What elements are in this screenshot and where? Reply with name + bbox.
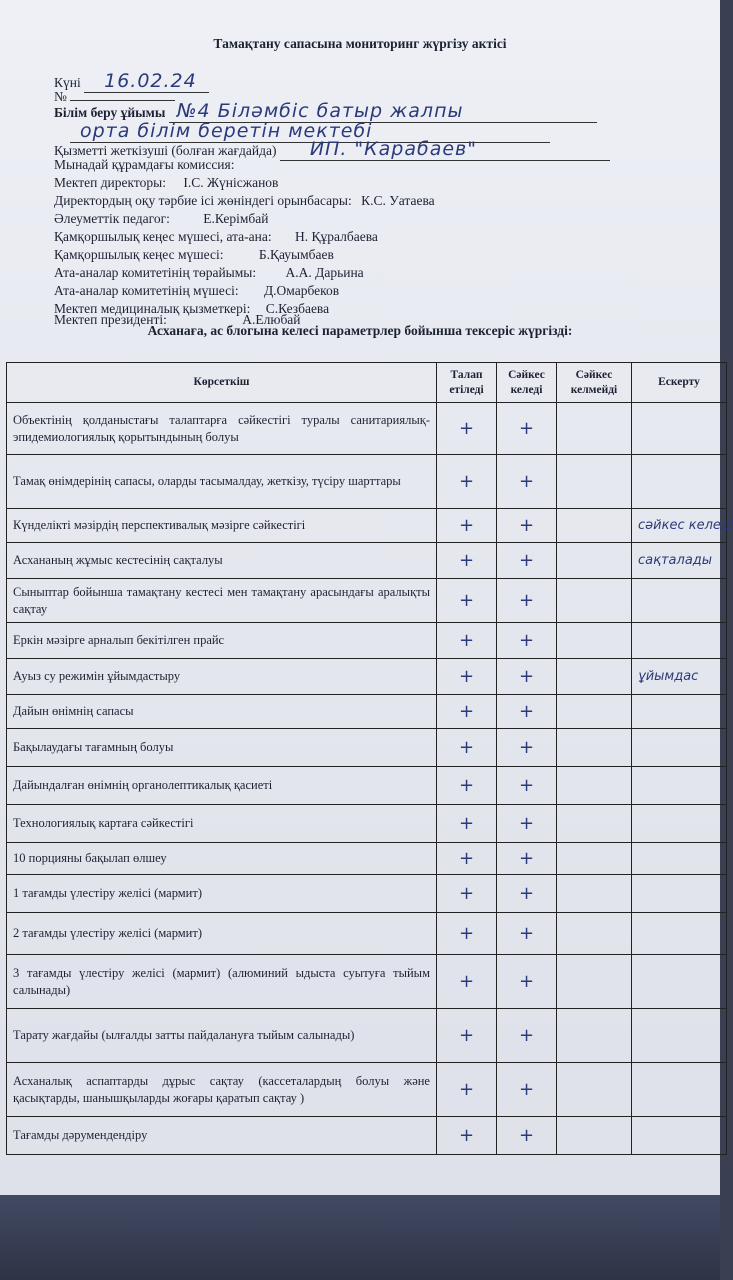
table-row [7,875,727,913]
required-mark: + [437,623,497,659]
noncompliant-mark [557,843,632,875]
compliant-mark: + [497,729,557,767]
table-row [7,955,727,1009]
header-required: Талап етіледі [437,363,497,403]
commission-member [54,193,435,209]
compliant-mark: + [497,955,557,1009]
table-row [7,623,727,659]
commission-member [54,265,364,281]
member-role: Қамқоршылық кеңес мүшесі, ата-ана: [54,229,272,244]
compliant-mark: + [497,623,557,659]
note-cell [632,403,727,455]
member-name: Б.Қауымбаев [258,247,334,262]
indicator-cell: Тарату жағдайы (ылғалды затты пайдалануға тыйым салынады) [7,1009,437,1063]
indicator-cell: Технологиялық картаға сәйкестігі [7,805,437,843]
table-header-row [7,363,727,403]
compliant-mark: + [497,455,557,509]
member-role: Әлеуметтік педагог: [54,211,170,226]
compliant-mark: + [497,875,557,913]
note-cell: сәйкес келеді [632,509,727,543]
indicator-cell: Сыныптар бойынша тамақтану кестесі мен тамақтану арасындағы аралықты сақтау [7,579,437,623]
noncompliant-mark [557,1117,632,1155]
table-row [7,729,727,767]
document-title: Тамақтану сапасына мониторинг жүргізу актісі [213,36,507,51]
compliant-mark: + [497,913,557,955]
indicator-cell: 3 тағамды үлестіру желісі (мармит) (алюминий ыдыста суытуға тыйым салынады) [7,955,437,1009]
commission-member [54,247,334,263]
supplier-label: Қызметті жеткізуші (болған жағдайда) [54,143,277,158]
inspection-table [6,362,733,1155]
noncompliant-mark [557,579,632,623]
member-role: Қамқоршылық кеңес мүшесі: [54,247,224,262]
indicator-cell: Ауыз су режимін ұйымдастыру [7,659,437,695]
commission-label: Мынадай құрамдағы комиссия: [54,157,235,172]
member-role: Мектеп директоры: [54,175,166,190]
required-mark: + [437,805,497,843]
noncompliant-mark [557,767,632,805]
table-row [7,1009,727,1063]
noncompliant-mark [557,543,632,579]
compliant-mark: + [497,805,557,843]
supplier-value: ИП. "Карабаев" [280,138,610,161]
date-value: 16.02.24 [84,70,209,93]
compliant-mark: + [497,695,557,729]
note-cell: сақталады [632,543,727,579]
noncompliant-mark [557,1063,632,1117]
table-row [7,843,727,875]
indicator-cell: Тамақ өнімдерінің сапасы, оларды тасымалдау, жеткізу, түсіру шарттары [7,455,437,509]
noncompliant-mark [557,729,632,767]
table-row [7,1063,727,1117]
compliant-mark: + [497,579,557,623]
required-mark: + [437,1063,497,1117]
note-cell [632,695,727,729]
table-row [7,695,727,729]
note-cell [632,843,727,875]
table-row [7,913,727,955]
indicator-cell: Тағамды дәрумендендіру [7,1117,437,1155]
required-mark: + [437,579,497,623]
member-name: Е.Керімбай [203,211,269,226]
number-label: № [54,89,67,104]
noncompliant-mark [557,805,632,843]
inspection-subtitle: Асханаға, ас блогына келесі параметрлер бойынша тексеріс жүргізді: [147,323,573,338]
note-cell [632,913,727,955]
background-surface [0,1195,720,1280]
note-cell [632,729,727,767]
table-row [7,767,727,805]
required-mark: + [437,695,497,729]
required-mark: + [437,729,497,767]
indicator-cell: Бақылаудағы тағамның болуы [7,729,437,767]
commission-member [54,175,278,191]
member-name: Н. Құралбаева [294,229,378,244]
member-name: Д.Омарбеков [263,283,340,298]
compliant-mark: + [497,659,557,695]
required-mark: + [437,659,497,695]
note-cell [632,1063,727,1117]
compliant-mark: + [497,403,557,455]
member-role: Ата-аналар комитетінің мүшесі: [54,283,239,298]
note-cell [632,1009,727,1063]
noncompliant-mark [557,1009,632,1063]
noncompliant-mark [557,913,632,955]
noncompliant-mark [557,509,632,543]
required-mark: + [437,455,497,509]
table-row [7,509,727,543]
member-name: А.Елюбай [242,312,301,327]
member-role: Ата-аналар комитетінің төрайымы: [54,265,257,280]
commission-member [54,211,268,227]
indicator-cell: Асханалық аспаптарды дұрыс сақтау (кассеталардың болуы және қасықтарды, шанышқыларды жоғары қаратып сақтау ) [7,1063,437,1117]
required-mark: + [437,1009,497,1063]
noncompliant-mark [557,623,632,659]
table-row [7,403,727,455]
required-mark: + [437,509,497,543]
table-row [7,455,727,509]
date-label: Күні [54,75,81,90]
member-role: Директордың оқу тәрбие ісі жөніндегі орынбасары: [54,193,352,208]
noncompliant-mark [557,695,632,729]
compliant-mark: + [497,1117,557,1155]
noncompliant-mark [557,455,632,509]
compliant-mark: + [497,1009,557,1063]
note-cell: ұйымдас [632,659,727,695]
table-row [7,543,727,579]
indicator-cell: Дайындалған өнімнің органолептикалық қасиеті [7,767,437,805]
commission-member [54,283,339,299]
school-label: Білім беру ұйымы [54,105,166,120]
member-role: Мектеп президенті: [54,312,167,327]
compliant-mark: + [497,509,557,543]
note-cell [632,455,727,509]
required-mark: + [437,1117,497,1155]
school-value-line2: орта білім беретін мектебі [70,120,550,143]
school-value-line1: №4 Біләмбіс батыр жалпы [169,100,597,123]
header-indicator: Көрсеткіш [7,363,437,403]
table-row [7,659,727,695]
indicator-cell: Еркін мәзірге арналып бекітілген прайс [7,623,437,659]
noncompliant-mark [557,659,632,695]
required-mark: + [437,875,497,913]
required-mark: + [437,913,497,955]
compliant-mark: + [497,1063,557,1117]
note-cell [632,1117,727,1155]
indicator-cell: 2 тағамды үлестіру желісі (мармит) [7,913,437,955]
indicator-cell: Асхананың жұмыс кестесінің сақталуы [7,543,437,579]
indicator-cell: Күнделікті мәзірдің перспективалық мәзірге сәйкестігі [7,509,437,543]
compliant-mark: + [497,843,557,875]
member-name: А.А. Дарьина [285,265,364,280]
note-cell [632,875,727,913]
indicator-cell: Дайын өнімнің сапасы [7,695,437,729]
noncompliant-mark [557,403,632,455]
compliant-mark: + [497,767,557,805]
commission-member [54,229,378,245]
required-mark: + [437,543,497,579]
note-cell [632,623,727,659]
note-cell [632,767,727,805]
note-cell [632,955,727,1009]
required-mark: + [437,955,497,1009]
table-row [7,579,727,623]
table-row [7,805,727,843]
indicator-cell: Объектінің қолданыстағы талаптарға сәйкестігі туралы санитариялық-эпидемиологиялық қорытындының болуы [7,403,437,455]
indicator-cell: 1 тағамды үлестіру желісі (мармит) [7,875,437,913]
member-name: І.С. Жүнісжанов [183,175,279,190]
indicator-cell: 10 порцияны бақылап өлшеу [7,843,437,875]
note-cell [632,805,727,843]
required-mark: + [437,767,497,805]
noncompliant-mark [557,875,632,913]
header-note: Ескерту [632,363,727,403]
note-cell [632,579,727,623]
member-role: Мектеп медициналық қызметкері: [54,301,251,316]
header-noncompliant: Сәйкес келмейді [557,363,632,403]
member-name: К.С. Уатаева [361,193,435,208]
required-mark: + [437,843,497,875]
noncompliant-mark [557,955,632,1009]
compliant-mark: + [497,543,557,579]
table-row [7,1117,727,1155]
member-name: С.Кезбаева [265,301,330,316]
required-mark: + [437,403,497,455]
header-compliant: Сәйкес келеді [497,363,557,403]
